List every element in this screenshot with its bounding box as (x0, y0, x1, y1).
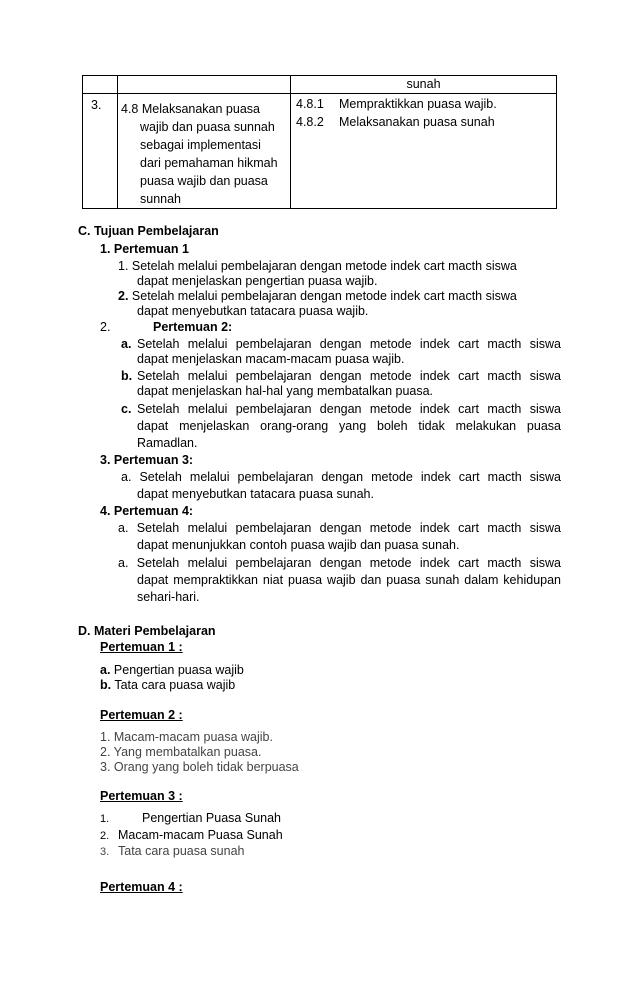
goal-line: dapat menjelaskan hal-hal yang membatalkan puasa. (137, 384, 434, 398)
indicator-code: 4.8.1 (296, 97, 324, 111)
materi-number: 1. (100, 813, 110, 825)
section-c-heading: C. Tujuan Pembelajaran (78, 224, 219, 238)
indicator-text: Mempraktikkan puasa wajib. (339, 97, 497, 111)
kd-line: sunnah (140, 192, 182, 206)
indicator-continuation: sunah (406, 77, 441, 91)
materi-item (100, 678, 235, 693)
goal-line: dapat mempraktikkan niat puasa wajib dan puasa sunah dalam kehidupan (137, 573, 561, 587)
goal-line: dapat menjelaskan macam-macam puasa wajib. (137, 352, 405, 366)
materi-letter: a. (100, 663, 111, 677)
materi-number: 2. (100, 830, 110, 842)
materi-number: 3. (100, 846, 110, 858)
kd-line: sebagai implementasi (140, 138, 261, 152)
materi-item: Macam-macam Puasa Sunah (118, 828, 283, 842)
goal-line: 1. Setelah melalui pembelajaran dengan metode indek cart macth siswa (118, 259, 517, 273)
goal-line: Setelah melalui pembelajaran dengan metode indek cart macth siswa (137, 369, 561, 383)
goal-line: dapat menyebutkan tatacara puasa sunah. (137, 487, 374, 501)
goal-line: dapat menyebutkan tatacara puasa wajib. (137, 304, 369, 318)
materi-pertemuan-1-title: Pertemuan 1 : (100, 640, 183, 654)
materi-pertemuan-3-title: Pertemuan 3 : (100, 789, 183, 803)
indicator-text: Melaksanakan puasa sunah (339, 115, 495, 129)
goal-line: a. Setelah melalui pembelajaran dengan metode indek cart macth siswa (118, 556, 561, 570)
materi-letter: b. (100, 678, 112, 692)
table-cell-kd (118, 94, 291, 209)
section-d-heading: D. Materi Pembelajaran (78, 624, 216, 638)
materi-text: Tata cara puasa wajib (111, 678, 236, 692)
materi-item: 3. Orang yang boleh tidak berpuasa (100, 760, 299, 774)
kd-line: dari pemahaman hikmah (140, 156, 278, 170)
materi-pertemuan-4-title: Pertemuan 4 : (100, 880, 183, 894)
materi-item: Pengertian Puasa Sunah (142, 811, 281, 825)
goal-line: a. Setelah melalui pembelajaran dengan metode indek cart macth siswa (121, 470, 561, 484)
pertemuan-3-title: 3. Pertemuan 3: (100, 453, 194, 467)
goal-line: a. Setelah melalui pembelajaran dengan metode indek cart macth siswa (118, 521, 561, 535)
materi-pertemuan-2-title: Pertemuan 2 : (100, 708, 183, 722)
table-cell-kd (118, 76, 291, 94)
indicator-item (296, 95, 556, 113)
goal-line: dapat menjelaskan orang-orang yang boleh tidak melakukan puasa (137, 419, 561, 433)
table-cell-num: 3. (83, 94, 118, 209)
table-row (83, 94, 557, 209)
goal-letter: b. (121, 369, 133, 383)
materi-item: 2. Yang membatalkan puasa. (100, 745, 262, 759)
goal-line: sehari-hari. (137, 590, 200, 604)
goal-text: Setelah melalui pembelajaran dengan metode indek cart macth siswa (128, 289, 517, 303)
goal-line: Setelah melalui pembelajaran dengan metode indek cart macth siswa (137, 402, 561, 416)
kd-line: puasa wajib dan puasa (140, 174, 268, 188)
goal-letter: c. (121, 402, 132, 416)
goal-line: Setelah melalui pembelajaran dengan metode indek cart macth siswa (137, 337, 561, 351)
table-cell-indicator (291, 94, 557, 209)
pertemuan-2-title: Pertemuan 2: (153, 320, 233, 334)
pertemuan-2-number: 2. (100, 320, 111, 334)
goal-line: dapat menjelaskan pengertian puasa wajib. (137, 274, 378, 288)
indicator-item (296, 113, 556, 131)
indicator-code: 4.8.2 (296, 115, 324, 129)
goal-line: dapat menunjukkan contoh puasa wajib dan puasa sunah. (137, 538, 460, 552)
goal-letter: a. (121, 337, 132, 351)
goal-line (118, 289, 517, 304)
table-row (83, 76, 557, 94)
materi-item: Tata cara puasa sunah (118, 844, 245, 858)
goal-line: Ramadlan. (137, 436, 198, 450)
kd-line: 4.8 Melaksanakan puasa (121, 102, 260, 116)
materi-text: Pengertian puasa wajib (110, 663, 244, 677)
pertemuan-4-title: 4. Pertemuan 4: (100, 504, 194, 518)
pertemuan-1-title: 1. Pertemuan 1 (100, 242, 189, 256)
materi-item (100, 663, 244, 678)
table-cell-indicator (291, 76, 557, 94)
objectives-table (82, 75, 557, 209)
kd-line: wajib dan puasa sunnah (140, 120, 275, 134)
table-cell-num (83, 76, 118, 94)
goal-number: 2. (118, 289, 129, 303)
materi-item: 1. Macam-macam puasa wajib. (100, 730, 273, 744)
